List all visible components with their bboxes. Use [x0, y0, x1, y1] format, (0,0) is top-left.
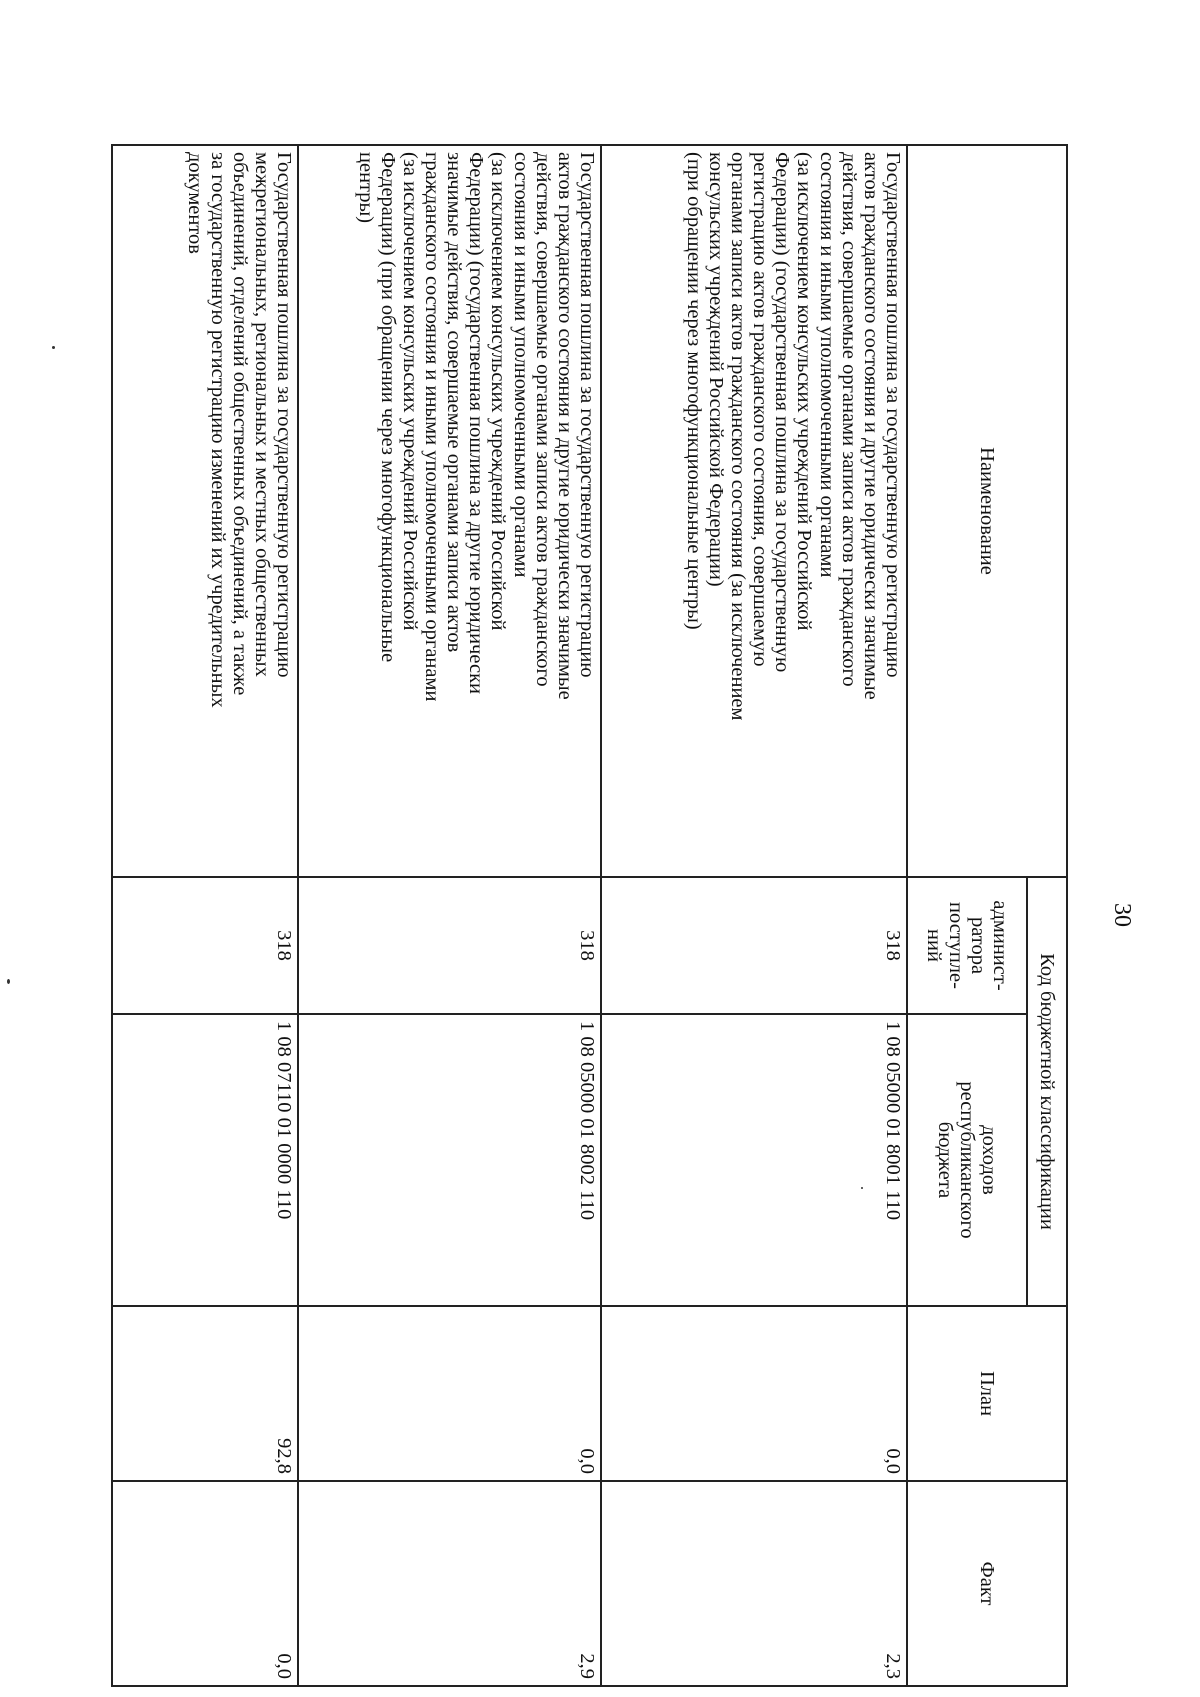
row-name [298, 145, 601, 877]
row-plan: 92,8 [112, 1306, 298, 1481]
name-line: (за исключением консульских учреждений Российской [793, 152, 816, 631]
header-name: Наименование [907, 145, 1067, 877]
header-revenue-line: доходов [978, 1125, 1001, 1195]
header-revenue-line: республиканского [956, 1081, 979, 1239]
name-line: гражданского состояния и иными уполномоченными органами [421, 152, 444, 702]
row-revenue-code: 1 08 05000 01 8002 110 [298, 1014, 601, 1306]
row-admin-code: 318 [298, 877, 601, 1014]
header-revenue-line: бюджета [933, 1121, 956, 1199]
name-line: Государственная пошлина за государственную регистрацию [273, 152, 295, 678]
name-line: Государственная пошлина за государственную регистрацию [576, 152, 598, 678]
row-revenue-code: 1 08 07110 01 0000 110 [112, 1014, 298, 1306]
row-admin-code: 318 [112, 877, 298, 1014]
row-name [112, 145, 298, 877]
name-line: регистрацию актов гражданского состояния, совершаемую [749, 152, 772, 667]
header-admin-line: админист- [989, 900, 1012, 991]
header-admin-line: ний [922, 929, 945, 962]
row-fact: 2,3 [601, 1481, 907, 1686]
row-admin-code: 318 [601, 877, 907, 1014]
header-admin-line: поступле- [945, 902, 967, 989]
name-line: объединений, отделений общественных объединений, а также [228, 152, 251, 696]
header-code-group: Код бюджетной классификации [1027, 877, 1067, 1306]
name-line: действия, совершаемые органами записи актов гражданского [531, 152, 554, 687]
name-line: действия, совершаемые органами записи актов гражданского [837, 152, 860, 687]
name-line: актов гражданского состояния и другие юридически значимые [553, 152, 576, 700]
name-line: Федерации) (государственная пошлина за государственную [771, 152, 794, 673]
name-line: органами записи актов гражданского состояния (за исключением [727, 152, 750, 721]
header-fact: Факт [907, 1481, 1067, 1686]
header-plan: План [907, 1306, 1067, 1481]
name-line: Федерации) (при обращении через многофункциональные [376, 152, 399, 663]
budget-classification-table [111, 144, 1068, 1687]
header-admin [907, 877, 1027, 1014]
name-line: межрегиональных, региональных и местных общественных [250, 152, 273, 677]
rotated-table-frame [113, 144, 1068, 1685]
name-line: значимые действия, совершаемые органами записи актов [443, 152, 466, 653]
name-line: состояния и иными уполномоченными органами [815, 152, 838, 578]
name-line: актов гражданского состояния и другие юридически значимые [859, 152, 882, 700]
name-line: Федерации) (государственная пошлина за другие юридически [465, 152, 488, 694]
row-name [601, 145, 907, 877]
name-line: (за исключением консульских учреждений Российской [399, 152, 421, 631]
name-line: Государственная пошлина за государственную регистрацию [882, 152, 904, 678]
page-number: 30 [1109, 903, 1135, 927]
name-line: (за исключением консульских учреждений Российской [487, 152, 510, 631]
row-fact: 0,0 [112, 1481, 298, 1686]
name-line: консульских учреждений Российской Федерации) [705, 152, 727, 587]
header-admin-line: ратора [967, 916, 990, 975]
table-row [601, 145, 907, 1686]
name-line: (при обращении через многофункциональные центры) [682, 152, 705, 630]
row-plan: 0,0 [298, 1306, 601, 1481]
name-line: состояния и иными уполномоченными органами [509, 152, 532, 578]
name-line: центры) [354, 152, 377, 224]
table-row [112, 145, 298, 1686]
table-row [298, 145, 601, 1686]
row-revenue-code: 1 08 05000 01 8001 110 [601, 1014, 907, 1306]
name-line: документов [184, 152, 207, 254]
row-fact: 2,9 [298, 1481, 601, 1686]
scan-speck [7, 979, 10, 984]
scan-speck [52, 346, 55, 349]
row-plan: 0,0 [601, 1306, 907, 1481]
header-revenue [907, 1014, 1027, 1306]
name-line: за государственную регистрацию изменений их учредительных [206, 152, 229, 708]
